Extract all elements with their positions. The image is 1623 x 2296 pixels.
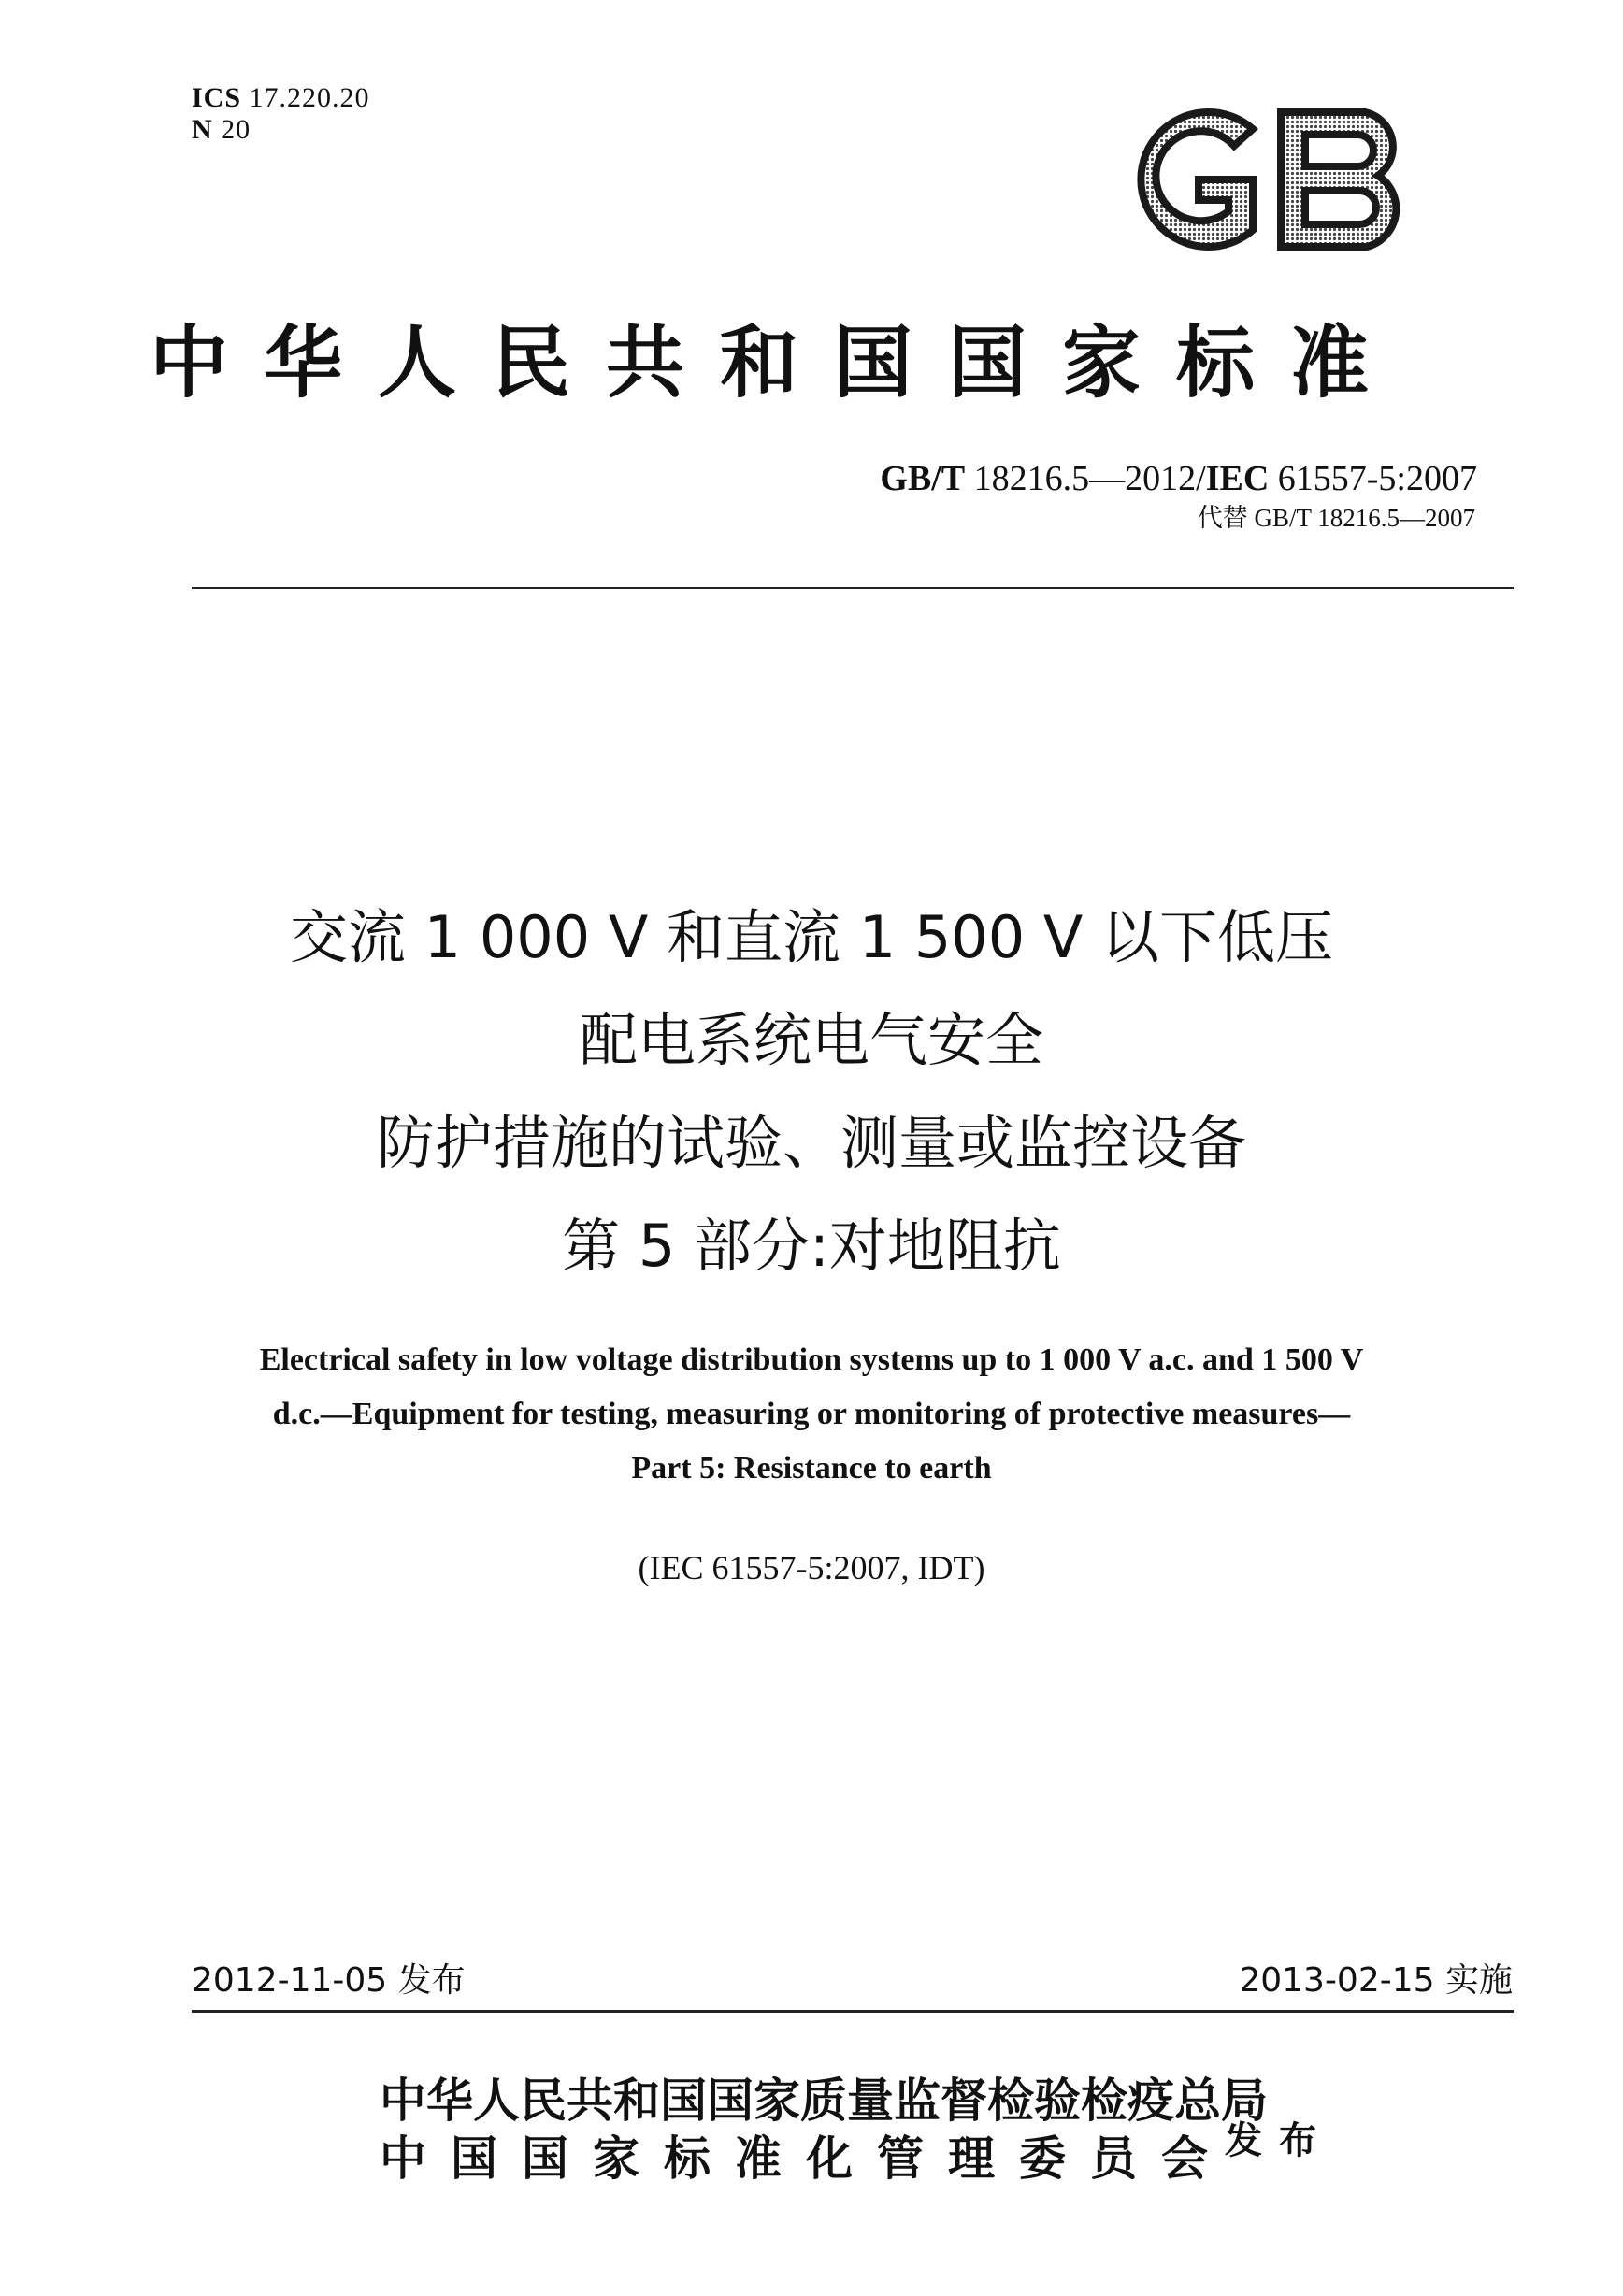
chinese-title-line: 交流 1 000 V 和直流 1 500 V 以下低压 <box>289 903 1334 971</box>
supersedes-note: 代替 GB/T 18216.5—2007 <box>1197 504 1475 532</box>
logo-g-shape <box>1141 112 1253 247</box>
adoption-note: (IEC 61557-5:2007, IDT) <box>638 1549 985 1586</box>
national-standard-title: 中华人民共和国国家标准 <box>150 316 1405 409</box>
issue-date: 2012-11-05 发布 <box>192 1961 466 2000</box>
classification-codes <box>192 82 370 146</box>
english-title-line: Electrical safety in low voltage distribution systems up to 1 000 V a.c. and 1 500 V <box>259 1342 1364 1377</box>
english-title <box>157 1333 1466 1496</box>
ccs-code: N 20 <box>192 114 251 145</box>
header-divider <box>192 587 1514 589</box>
publish-label: 发布 <box>1225 2118 1333 2162</box>
implementation-date: 2013-02-15 实施 <box>1239 1961 1513 2000</box>
logo-b-shape <box>1281 112 1396 247</box>
chinese-title-line: 防护措施的试验、测量或监控设备 <box>376 1109 1246 1177</box>
english-title-line: d.c.—Equipment for testing, measuring or monitoring of protective measures— <box>272 1397 1351 1431</box>
issuer-sac: 中国国家标准化管理委员会 <box>380 2131 1232 2186</box>
gb-logo <box>1113 101 1421 258</box>
issuer-aqsiq: 中华人民共和国国家质量监督检验检疫总局 <box>380 2073 1268 2128</box>
footer-divider <box>192 2010 1514 2013</box>
chinese-title-line: 配电系统电气安全 <box>579 1006 1043 1074</box>
ics-code: ICS 17.220.20 <box>192 82 370 113</box>
english-title-line: Part 5: Resistance to earth <box>631 1451 992 1485</box>
standard-number: GB/T 18216.5—2012/IEC 61557-5:2007 <box>880 459 1477 498</box>
chinese-title <box>157 886 1466 1298</box>
chinese-title-line: 第 5 部分:对地阻抗 <box>562 1212 1061 1280</box>
issuing-authorities <box>380 2072 1268 2188</box>
